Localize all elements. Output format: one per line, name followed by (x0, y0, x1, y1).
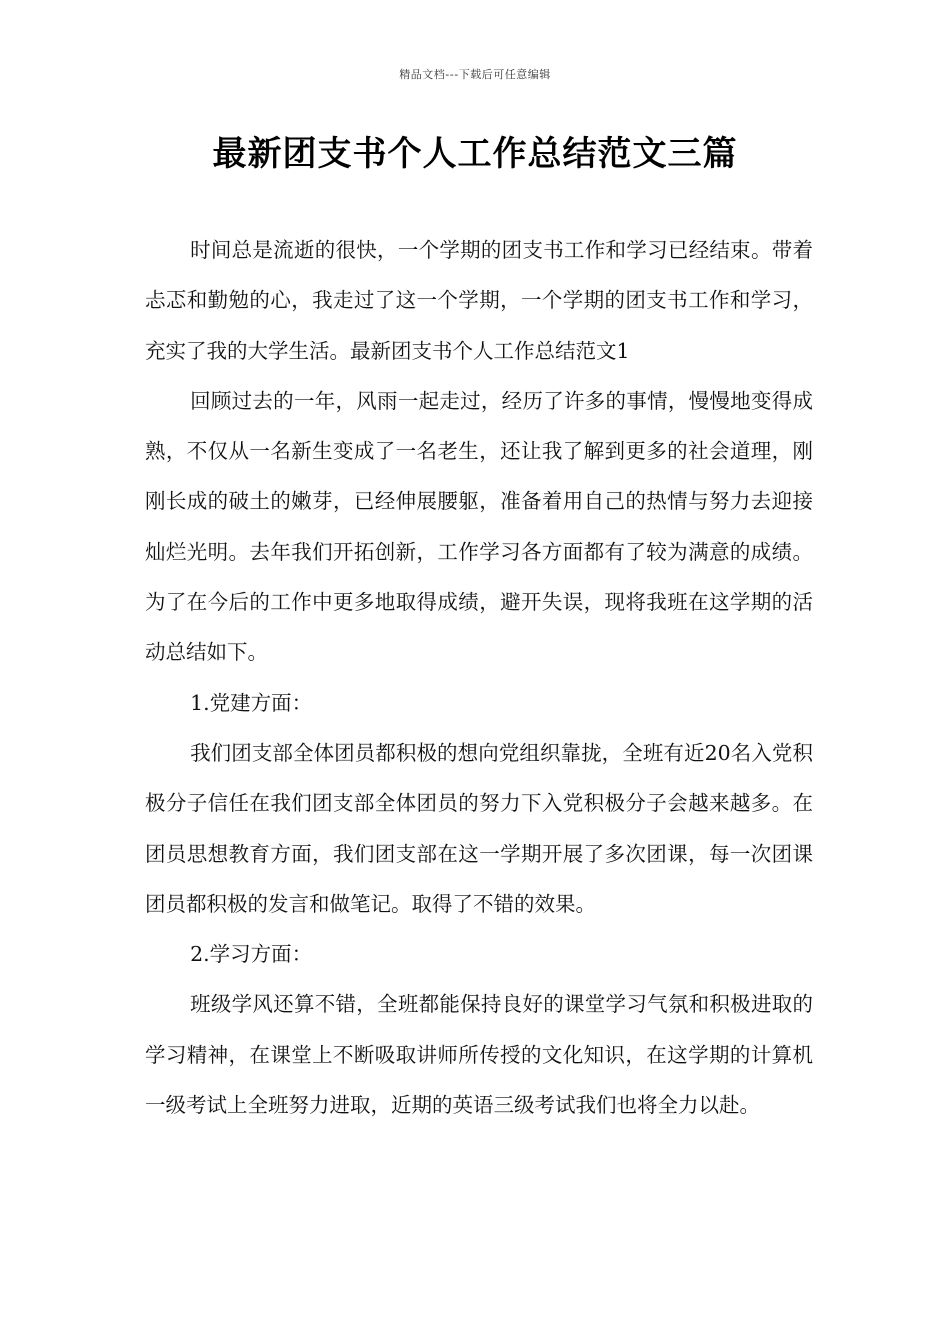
document-body (145, 225, 813, 1130)
paragraph-review: 回顾过去的一年，风雨一起走过，经历了许多的事情，慢慢地变得成熟，不仅从一名新生变成了一名老生，还让我了解到更多的社会道理，刚刚长成的破土的嫩芽，已经伸展腰躯，准备着用自己的热情与努力去迎接灿烂光明。去年我们开拓创新，工作学习各方面都有了较为满意的成绩。为了在今后的工作中更多地取得成绩，避开失误，现将我班在这学期的活动总结如下。 (145, 388, 813, 665)
header-note: 精品文档---下载后可任意编辑 (399, 68, 551, 81)
section-heading-party: 1.党建方面： (190, 690, 313, 715)
paragraph-study: 班级学风还算不错，全班都能保持良好的课堂学习气氛和积极进取的学习精神，在课堂上不断吸取讲师所传授的文化知识，在这学期的计算机一级考试上全班努力进取，近期的英语三级考试我们也将全力以赴。 (145, 992, 813, 1118)
paragraph-party: 我们团支部全体团员都积极的想向党组织靠拢，全班有近20名入党积极分子信任在我们团支部全体团员的努力下入党积极分子会越来越多。在团员思想教育方面，我们团支部在这一学期开展了多次团课，每一次团课团员都积极的发言和做笔记。取得了不错的效果。 (145, 740, 813, 916)
paragraph-intro: 时间总是流逝的很快，一个学期的团支书工作和学习已经结束。带着忐忑和勤勉的心，我走过了这一个学期，一个学期的团支书工作和学习，充实了我的大学生活。最新团支书个人工作总结范文1 (145, 238, 813, 363)
section-heading-study: 2.学习方面： (190, 942, 313, 967)
document-title: 最新团支书个人工作总结范文三篇 (212, 134, 738, 174)
